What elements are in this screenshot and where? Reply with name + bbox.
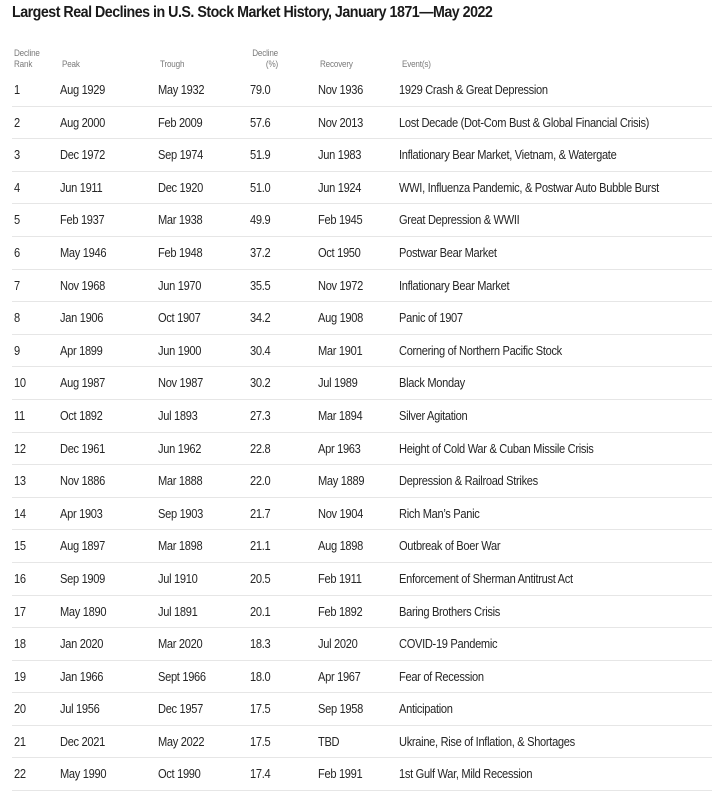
cell-events: Ukraine, Rise of Inflation, & Shortages bbox=[399, 734, 575, 749]
cell-rank: 13 bbox=[14, 474, 26, 489]
table-header bbox=[12, 40, 712, 70]
cell-peak: Dec 2021 bbox=[60, 734, 105, 749]
cell-recovery: Sep 1958 bbox=[318, 702, 363, 717]
cell-peak: Apr 1903 bbox=[60, 506, 103, 521]
cell-rank: 19 bbox=[14, 669, 26, 684]
table-row bbox=[12, 758, 712, 791]
cell-peak: Nov 1886 bbox=[60, 474, 105, 489]
cell-decline-pct: 22.8 bbox=[250, 441, 271, 456]
cell-rank: 9 bbox=[14, 343, 20, 358]
cell-events: Cornering of Northern Pacific Stock bbox=[399, 343, 562, 358]
cell-recovery: Feb 1892 bbox=[318, 604, 363, 619]
cell-trough: Sep 1903 bbox=[158, 506, 203, 521]
header-recovery: Recovery bbox=[320, 59, 353, 69]
header-decline-pct bbox=[244, 48, 278, 70]
cell-events: Great Depression & WWII bbox=[399, 213, 520, 228]
cell-rank: 12 bbox=[14, 441, 26, 456]
cell-events: Black Monday bbox=[399, 376, 465, 391]
cell-rank: 20 bbox=[14, 702, 26, 717]
header-events: Event(s) bbox=[402, 59, 431, 69]
table-row bbox=[12, 498, 712, 531]
cell-peak: Jul 1956 bbox=[60, 702, 100, 717]
header-rank-line1: Decline bbox=[14, 48, 40, 58]
cell-trough: Mar 2020 bbox=[158, 637, 203, 652]
cell-decline-pct: 35.5 bbox=[250, 278, 271, 293]
cell-decline-pct: 49.9 bbox=[250, 213, 271, 228]
cell-recovery: Jun 1983 bbox=[318, 148, 362, 163]
cell-recovery: Aug 1898 bbox=[318, 539, 363, 554]
cell-decline-pct: 57.6 bbox=[250, 115, 271, 130]
cell-rank: 21 bbox=[14, 734, 26, 749]
cell-recovery: Nov 1904 bbox=[318, 506, 363, 521]
cell-decline-pct: 34.2 bbox=[250, 311, 271, 326]
header-decline-line1: Decline bbox=[252, 48, 278, 58]
cell-trough: Dec 1957 bbox=[158, 702, 203, 717]
table-body bbox=[12, 74, 712, 791]
cell-trough: Feb 2009 bbox=[158, 115, 203, 130]
cell-events: 1929 Crash & Great Depression bbox=[399, 83, 548, 97]
cell-events: Fear of Recession bbox=[399, 669, 484, 684]
cell-trough: Mar 1938 bbox=[158, 213, 203, 228]
cell-rank: 11 bbox=[14, 408, 25, 423]
cell-decline-pct: 17.5 bbox=[250, 702, 271, 717]
cell-peak: Apr 1899 bbox=[60, 343, 103, 358]
cell-events: COVID-19 Pandemic bbox=[399, 637, 498, 652]
table-row bbox=[12, 367, 712, 400]
header-trough: Trough bbox=[160, 59, 185, 69]
cell-events: Anticipation bbox=[399, 702, 453, 717]
cell-recovery: Apr 1967 bbox=[318, 669, 361, 684]
cell-decline-pct: 20.1 bbox=[250, 604, 271, 619]
table-row bbox=[12, 693, 712, 726]
table-row bbox=[12, 563, 712, 596]
table-row bbox=[12, 628, 712, 661]
header-decline-rank bbox=[14, 48, 40, 70]
cell-recovery: Feb 1911 bbox=[318, 571, 362, 586]
cell-events: Height of Cold War & Cuban Missile Crisis bbox=[399, 441, 594, 456]
table-row bbox=[12, 433, 712, 466]
cell-rank: 16 bbox=[14, 571, 26, 586]
cell-rank: 1 bbox=[14, 83, 20, 97]
cell-peak: Feb 1937 bbox=[60, 213, 105, 228]
cell-peak: Sep 1909 bbox=[60, 571, 105, 586]
cell-rank: 22 bbox=[14, 767, 26, 782]
cell-decline-pct: 18.3 bbox=[250, 637, 271, 652]
cell-decline-pct: 17.4 bbox=[250, 767, 271, 782]
cell-trough: Jul 1910 bbox=[158, 571, 198, 586]
cell-trough: Jun 1970 bbox=[158, 278, 202, 293]
cell-recovery: Oct 1950 bbox=[318, 245, 361, 260]
cell-recovery: Mar 1894 bbox=[318, 408, 363, 423]
cell-rank: 17 bbox=[14, 604, 26, 619]
cell-rank: 10 bbox=[14, 376, 26, 391]
table-row bbox=[12, 596, 712, 629]
cell-rank: 2 bbox=[14, 115, 20, 130]
cell-rank: 15 bbox=[14, 539, 26, 554]
cell-trough: Nov 1987 bbox=[158, 376, 203, 391]
cell-trough: May 2022 bbox=[158, 734, 205, 749]
cell-events: Outbreak of Boer War bbox=[399, 539, 501, 554]
header-decline-line2: (%) bbox=[265, 59, 278, 69]
cell-recovery: Nov 1936 bbox=[318, 83, 363, 97]
table-row bbox=[12, 107, 712, 140]
cell-trough: Mar 1888 bbox=[158, 474, 203, 489]
cell-decline-pct: 51.9 bbox=[250, 148, 271, 163]
cell-peak: Dec 1961 bbox=[60, 441, 105, 456]
cell-trough: Feb 1948 bbox=[158, 245, 203, 260]
table-row bbox=[12, 172, 712, 205]
header-rank-line2: Rank bbox=[14, 59, 33, 69]
cell-peak: Jan 2020 bbox=[60, 637, 104, 652]
cell-events: Silver Agitation bbox=[399, 408, 468, 423]
cell-recovery: Feb 1991 bbox=[318, 767, 363, 782]
cell-recovery: Nov 1972 bbox=[318, 278, 363, 293]
cell-peak: Aug 1987 bbox=[60, 376, 105, 391]
table-row bbox=[12, 74, 712, 107]
cell-peak: May 1890 bbox=[60, 604, 107, 619]
cell-peak: Jan 1906 bbox=[60, 311, 104, 326]
cell-recovery: Mar 1901 bbox=[318, 343, 363, 358]
cell-trough: Oct 1907 bbox=[158, 311, 201, 326]
cell-events: Panic of 1907 bbox=[399, 311, 463, 326]
cell-trough: Mar 1898 bbox=[158, 539, 203, 554]
cell-recovery: Jul 2020 bbox=[318, 637, 358, 652]
cell-rank: 6 bbox=[14, 245, 20, 260]
cell-recovery: Nov 2013 bbox=[318, 115, 363, 130]
cell-rank: 4 bbox=[14, 180, 20, 195]
cell-peak: May 1946 bbox=[60, 245, 107, 260]
cell-recovery: Jun 1924 bbox=[318, 180, 362, 195]
cell-decline-pct: 17.5 bbox=[250, 734, 271, 749]
cell-events: Inflationary Bear Market bbox=[399, 278, 510, 293]
cell-peak: Aug 1897 bbox=[60, 539, 105, 554]
cell-peak: May 1990 bbox=[60, 767, 107, 782]
cell-rank: 8 bbox=[14, 311, 20, 326]
cell-decline-pct: 51.0 bbox=[250, 180, 271, 195]
table-row bbox=[12, 204, 712, 237]
table-row bbox=[12, 530, 712, 563]
cell-events: Postwar Bear Market bbox=[399, 245, 497, 260]
cell-peak: Aug 1929 bbox=[60, 83, 105, 97]
cell-decline-pct: 20.5 bbox=[250, 571, 271, 586]
cell-events: Baring Brothers Crisis bbox=[399, 604, 501, 619]
table-title: Largest Real Declines in U.S. Stock Market History, January 1871—May 2022 bbox=[12, 4, 493, 21]
table-row bbox=[12, 400, 712, 433]
cell-trough: Oct 1990 bbox=[158, 767, 201, 782]
table-row bbox=[12, 302, 712, 335]
cell-recovery: Apr 1963 bbox=[318, 441, 361, 456]
table-row bbox=[12, 465, 712, 498]
cell-events: 1st Gulf War, Mild Recession bbox=[399, 767, 533, 782]
cell-trough: Sep 1974 bbox=[158, 148, 203, 163]
table-row bbox=[12, 139, 712, 172]
cell-events: Depression & Railroad Strikes bbox=[399, 474, 538, 489]
cell-peak: Aug 2000 bbox=[60, 115, 105, 130]
cell-trough: Jul 1891 bbox=[158, 604, 198, 619]
cell-trough: Jul 1893 bbox=[158, 408, 198, 423]
cell-peak: Jan 1966 bbox=[60, 669, 104, 684]
cell-events: Lost Decade (Dot-Com Bust & Global Financial Crisis) bbox=[399, 115, 650, 130]
cell-rank: 7 bbox=[14, 278, 20, 293]
cell-peak: Jun 1911 bbox=[60, 180, 103, 195]
cell-decline-pct: 22.0 bbox=[250, 474, 271, 489]
cell-peak: Oct 1892 bbox=[60, 408, 103, 423]
cell-peak: Nov 1968 bbox=[60, 278, 105, 293]
cell-decline-pct: 37.2 bbox=[250, 245, 271, 260]
table-row bbox=[12, 237, 712, 270]
cell-rank: 18 bbox=[14, 637, 26, 652]
cell-trough: Jun 1962 bbox=[158, 441, 202, 456]
cell-decline-pct: 30.4 bbox=[250, 343, 271, 358]
cell-trough: Dec 1920 bbox=[158, 180, 203, 195]
cell-recovery: Aug 1908 bbox=[318, 311, 363, 326]
table-row bbox=[12, 270, 712, 303]
table-row bbox=[12, 661, 712, 694]
cell-events: Enforcement of Sherman Antitrust Act bbox=[399, 571, 573, 586]
cell-decline-pct: 79.0 bbox=[250, 83, 271, 97]
cell-rank: 5 bbox=[14, 213, 20, 228]
cell-rank: 14 bbox=[14, 506, 26, 521]
cell-events: Rich Man’s Panic bbox=[399, 506, 480, 521]
cell-recovery: TBD bbox=[318, 734, 340, 749]
cell-decline-pct: 21.7 bbox=[250, 506, 271, 521]
cell-recovery: May 1889 bbox=[318, 474, 365, 489]
cell-peak: Dec 1972 bbox=[60, 148, 105, 163]
cell-rank: 3 bbox=[14, 148, 20, 163]
cell-events: Inflationary Bear Market, Vietnam, & Watergate bbox=[399, 148, 617, 163]
table-row bbox=[12, 335, 712, 368]
cell-trough: Sept 1966 bbox=[158, 669, 206, 684]
cell-decline-pct: 21.1 bbox=[250, 539, 271, 554]
cell-events: WWI, Influenza Pandemic, & Postwar Auto Bubble Burst bbox=[399, 180, 659, 195]
cell-decline-pct: 27.3 bbox=[250, 408, 271, 423]
header-peak: Peak bbox=[62, 59, 80, 69]
cell-recovery: Feb 1945 bbox=[318, 213, 363, 228]
cell-trough: May 1932 bbox=[158, 83, 205, 97]
cell-decline-pct: 18.0 bbox=[250, 669, 271, 684]
table-row bbox=[12, 726, 712, 759]
cell-trough: Jun 1900 bbox=[158, 343, 202, 358]
cell-decline-pct: 30.2 bbox=[250, 376, 271, 391]
cell-recovery: Jul 1989 bbox=[318, 376, 358, 391]
